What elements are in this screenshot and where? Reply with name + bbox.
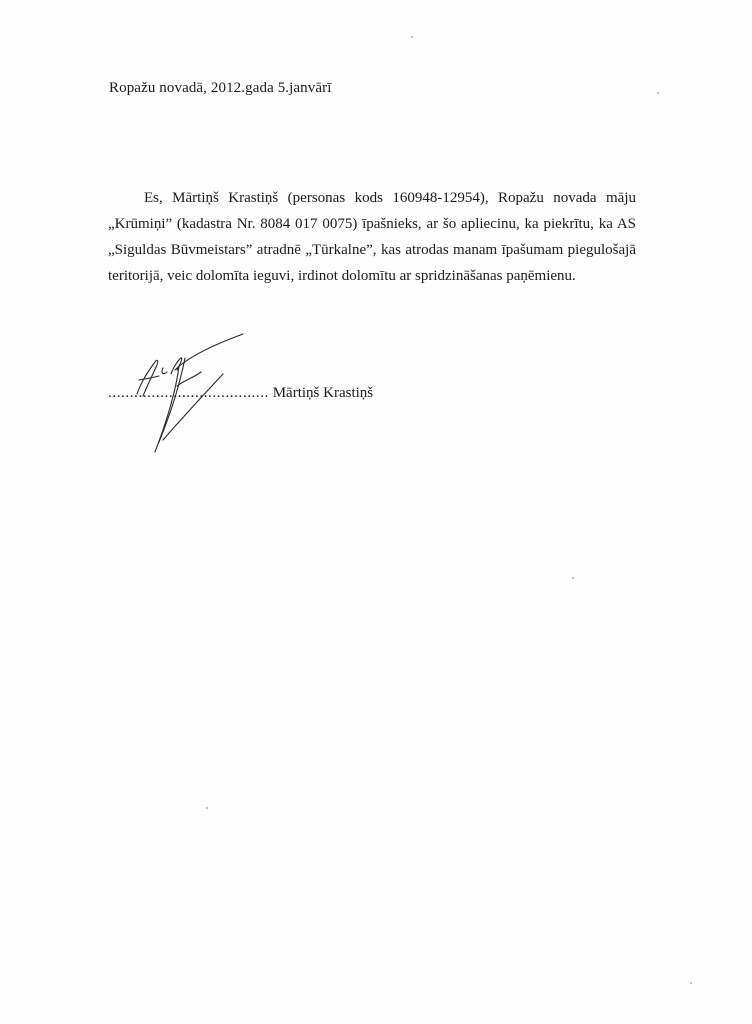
- scan-speck: [657, 92, 659, 94]
- signature-dots: .....................................: [108, 385, 269, 401]
- scan-speck: [690, 982, 692, 984]
- signature-line: [108, 385, 373, 402]
- place-and-date: Ropažu novadā, 2012.gada 5.janvārī: [109, 80, 332, 96]
- statement-paragraph: Es, Mārtiņš Krastiņš (personas kods 160948-12954), Ropažu novada māju „Krūmiņi” (kadastra Nr. 8084 017 0075) īpašnieks, ar šo apliecinu, ka piekrītu, ka AS „Siguldas Būvmeistars” atradnē „Tūrkalne”, kas atrodas manam īpašumam piegulošajā teritorijā, veic dolomīta ieguvi, irdinot dolomītu ar spridzināšanas paņēmienu.: [108, 190, 636, 284]
- scan-speck: [411, 36, 413, 38]
- scan-speck: [206, 807, 208, 809]
- signatory-name: Mārtiņš Krastiņš: [272, 385, 374, 401]
- scan-speck: [572, 577, 574, 579]
